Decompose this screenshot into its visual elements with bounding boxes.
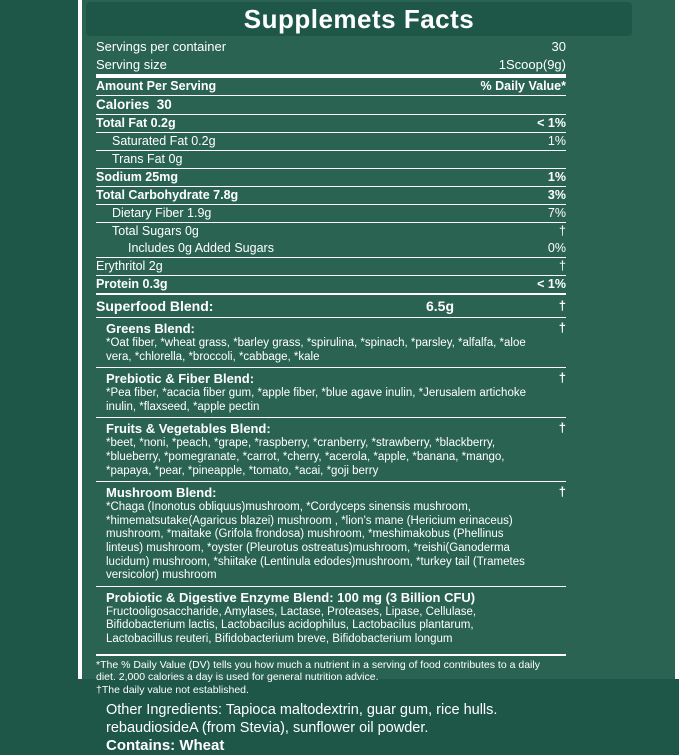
nutrient-label: Total Fat 0.2g xyxy=(96,116,176,130)
nutrient-dv: < 1% xyxy=(537,116,566,130)
nutrient-label: Includes 0g Added Sugars xyxy=(128,241,274,255)
blend-dv: † xyxy=(558,420,566,436)
nutrient-row xyxy=(96,258,566,275)
nutrient-row xyxy=(96,240,566,257)
dagger-footnote: †The daily value not established. xyxy=(96,683,249,696)
other-ingredients: Other Ingredients: Tapioca maltodextrin, guar gum, rice hulls. rebaudiosideA (from Stevia), sunflower oil powder. xyxy=(106,702,498,736)
blend-name: Probiotic & Digestive Enzyme Blend: 100 mg (3 Billion CFU) xyxy=(106,589,476,605)
calories-row xyxy=(96,96,566,114)
blend-dv: † xyxy=(558,370,566,386)
nutrient-dv: < 1% xyxy=(537,277,566,291)
servings-per-container-value: 30 xyxy=(551,39,566,54)
nutrient-row xyxy=(96,205,566,222)
blend-ingredients: *beet, *noni, *peach, *grape, *raspberry, *cranberry, *strawberry, *blackberry, *blueberry, *pomegranate, *carrot, *cherry, *acerola, *apple, *banana, *mango, *papaya, *pear, *pineapple, *tomato, *acai, *goji berry xyxy=(106,437,505,477)
nutrient-dv: 1% xyxy=(547,170,566,184)
superfood-blend-dv: † xyxy=(558,298,566,313)
blend-name: Greens Blend: xyxy=(106,321,195,336)
nutrient-dv: 3% xyxy=(547,188,566,202)
nutrient-dv: 1% xyxy=(547,134,566,148)
nutrient-row xyxy=(96,133,566,150)
daily-value-footnote: *The % Daily Value (DV) tells you how much a nutrient in a serving of food contributes to a daily diet. 2,000 calories a day is used for general nutrition advice. xyxy=(96,658,540,683)
superfood-blend-amount: 6.5g xyxy=(426,298,455,314)
serving-size-label: Serving size xyxy=(96,57,167,72)
nutrient-label: Erythritol 2g xyxy=(96,259,163,273)
amount-header-row xyxy=(96,78,566,95)
nutrient-dv: 0% xyxy=(547,241,566,255)
serving-size-value: 1Scoop(9g) xyxy=(498,57,566,72)
blend-dv: † xyxy=(558,484,566,500)
superfood-blend-row xyxy=(96,295,566,317)
facts-content xyxy=(96,38,566,755)
amount-per-serving-label: Amount Per Serving xyxy=(96,79,217,93)
nutrient-row xyxy=(96,169,566,186)
servings-per-container-row xyxy=(96,38,566,56)
blend-section xyxy=(96,417,566,481)
blend-name: Fruits & Vegetables Blend: xyxy=(106,421,271,437)
blend-section xyxy=(96,317,566,367)
blend-name: Mushroom Blend: xyxy=(106,485,217,501)
nutrient-dv: 7% xyxy=(547,206,566,220)
nutrient-label: Trans Fat 0g xyxy=(112,152,183,166)
nutrient-label: Total Sugars 0g xyxy=(112,224,199,238)
blend-name: Prebiotic & Fiber Blend: xyxy=(106,371,255,387)
blend-ingredients: *Pea fiber, *acacia fiber gum, *apple fiber, *blue agave inulin, *Jerusalem artichoke inulin, *flaxseed, *apple pectin xyxy=(106,387,526,413)
serving-size-row xyxy=(96,56,566,74)
blend-dv: † xyxy=(558,320,566,335)
daily-value-label: % Daily Value* xyxy=(480,79,566,93)
blend-ingredients: *Chaga (Inonotus obliquus)mushroom, *Cordyceps sinensis mushroom, *himematsutake(Agaricus blazei) mushroom , *lion's mane (Hericium erinaceus) mushroom, *maitake (Grifola frondosa) mushroom, *meshimakobus (Phellinus linteus) mushroom, *oyster (Pleurotus ostreatus)mushroom, *reishi(Ganoderma lucidum) mushroom, *shiitake (Lentinula edodes)mushroom, *turkey tail (Trametes versicolor) mushroom xyxy=(106,501,525,582)
nutrient-row xyxy=(96,276,566,293)
blend-section xyxy=(96,481,566,586)
nutrient-label: Saturated Fat 0.2g xyxy=(112,134,216,148)
blend-section xyxy=(96,367,566,417)
nutrient-row xyxy=(96,223,566,240)
calories-label: Calories 30 xyxy=(96,97,172,112)
blend-ingredients: Fructooligosaccharide, Amylases, Lactase, Proteases, Lipase, Cellulase, Bifidobacterium lactis, Lactobacilus acidophilus, Lactobacilus plantarum, Lactobacillus reuteri, Bifidobacterium breve, Bifidobacterium longum xyxy=(106,605,477,645)
nutrient-row xyxy=(96,151,566,168)
nutrient-label: Protein 0.3g xyxy=(96,277,168,291)
servings-per-container-label: Servings per container xyxy=(96,39,227,54)
nutrient-label: Total Carbohydrate 7.8g xyxy=(96,188,239,202)
contains-allergen: Contains: Wheat xyxy=(106,737,225,754)
title-bar xyxy=(0,0,679,38)
nutrient-row xyxy=(96,187,566,204)
blend-section xyxy=(96,586,566,650)
page-title: Supplemets Facts xyxy=(243,4,475,34)
superfood-blend-label: Superfood Blend: xyxy=(96,298,214,314)
nutrient-label: Dietary Fiber 1.9g xyxy=(112,206,212,220)
nutrient-label: Sodium 25mg xyxy=(96,170,178,184)
nutrient-row xyxy=(96,115,566,132)
nutrient-dv: † xyxy=(559,259,566,273)
blend-ingredients: *Oat fiber, *wheat grass, *barley grass, *spirulina, *spinach, *parsley, *alfalfa, *aloe vera, *chlorella, *broccoli, *cabbage, *kale xyxy=(106,337,526,363)
nutrient-dv: † xyxy=(559,224,566,238)
